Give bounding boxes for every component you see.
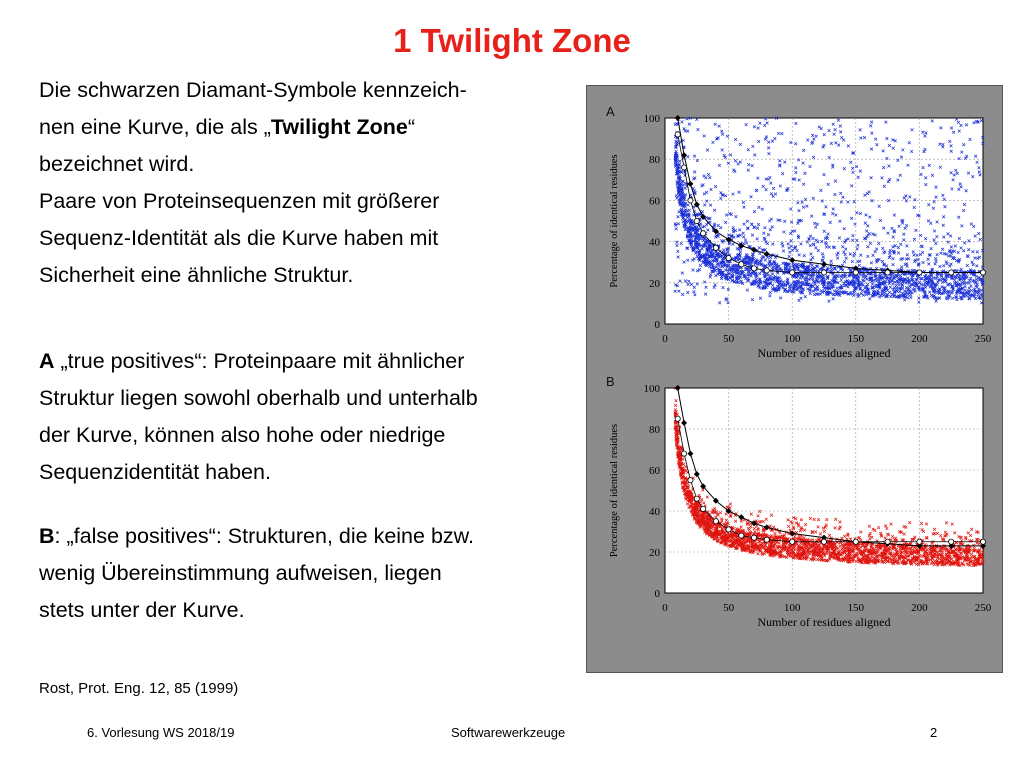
y-tick-label: 100: [643, 113, 660, 125]
text-line: stets unter der Kurve.: [39, 598, 245, 622]
slide-title: 1 Twilight Zone: [393, 22, 631, 59]
text-line: Sequenz-Identität als die Kurve haben mit: [39, 226, 439, 250]
panel-letter: A: [606, 104, 615, 119]
y-tick-label: 100: [643, 383, 660, 395]
circle-marker: [713, 245, 718, 250]
circle-marker: [681, 165, 686, 170]
citation: Rost, Prot. Eng. 12, 85 (1999): [39, 680, 239, 697]
y-tick-label: 20: [649, 547, 660, 559]
x-tick-label: 250: [974, 333, 992, 345]
circle-marker: [790, 270, 795, 275]
circle-marker: [688, 198, 693, 203]
y-tick-label: 40: [649, 236, 660, 249]
text-line: Sicherheit eine ähnliche Struktur.: [39, 263, 354, 287]
circle-marker: [821, 270, 826, 275]
paragraph-false-positives: [39, 518, 474, 629]
circle-marker: [885, 270, 890, 275]
x-tick-label: 50: [723, 602, 735, 614]
panel-letter: B: [606, 374, 615, 389]
x-axis-label: Number of residues aligned: [757, 346, 891, 360]
y-tick-label: 0: [654, 588, 660, 600]
circle-marker: [764, 268, 769, 273]
y-tick-label: 80: [649, 154, 660, 167]
y-tick-label: 60: [649, 195, 660, 208]
x-tick-label: 150: [847, 602, 865, 614]
x-tick-label: 150: [847, 333, 865, 345]
x-tick-label: 0: [662, 333, 668, 345]
y-tick-label: 40: [649, 506, 660, 518]
text-line: “: [407, 115, 415, 139]
circle-marker: [694, 218, 699, 223]
paragraph-true-positives: [39, 343, 478, 491]
panel-label-a: A: [39, 349, 55, 373]
paragraph-twilight-curve: [39, 72, 467, 183]
circle-marker: [751, 266, 756, 271]
text-line: Paare von Proteinsequenzen mit größerer: [39, 189, 440, 213]
figure-panel: [586, 85, 1003, 673]
text-line: Sequenzidentität haben.: [39, 460, 271, 484]
y-tick-label: 60: [649, 465, 660, 477]
circle-marker: [917, 270, 922, 275]
x-tick-label: 200: [911, 333, 928, 345]
text-line: der Kurve, können also hohe oder niedrige: [39, 423, 446, 447]
bold-term: Twilight Zone: [270, 115, 408, 139]
x-tick-label: 100: [783, 333, 801, 345]
text-line: : „false positives“: Strukturen, die keine bzw.: [54, 524, 474, 548]
y-axis-label: Percentage of identical residues: [609, 154, 620, 288]
circle-marker: [853, 270, 858, 275]
y-tick-label: 0: [654, 319, 660, 331]
circle-marker: [701, 231, 706, 236]
text-line: wenig Übereinstimmung aufweisen, liegen: [39, 561, 442, 585]
x-axis-label: Number of residues aligned: [757, 615, 891, 629]
circle-marker: [949, 270, 954, 275]
x-tick-label: 100: [783, 602, 801, 614]
circle-marker: [726, 255, 731, 260]
paragraph-protein-pairs: [39, 183, 439, 294]
x-tick-label: 50: [723, 333, 735, 345]
x-tick-label: 0: [662, 602, 668, 614]
circle-marker: [739, 262, 744, 267]
y-tick-label: 20: [649, 277, 660, 290]
panel-label-b: B: [39, 524, 55, 548]
text-line: Struktur liegen sowohl oberhalb und unterhalb: [39, 386, 478, 410]
figure-plots: [587, 86, 1004, 674]
x-tick-label: 200: [911, 602, 928, 614]
y-axis-label: Percentage of identical residues: [609, 423, 620, 558]
circle-marker: [675, 132, 680, 137]
text-line: bezeichnet wird.: [39, 152, 195, 176]
text-line: Die schwarzen Diamant-Symbole kennzeich-: [39, 78, 467, 102]
y-tick-label: 80: [649, 424, 660, 436]
x-tick-label: 250: [974, 602, 992, 614]
text-line: nen eine Kurve, die als „: [39, 115, 271, 139]
circle-marker: [980, 270, 985, 275]
text-line: „true positives“: Proteinpaare mit ähnlicher: [54, 349, 465, 373]
